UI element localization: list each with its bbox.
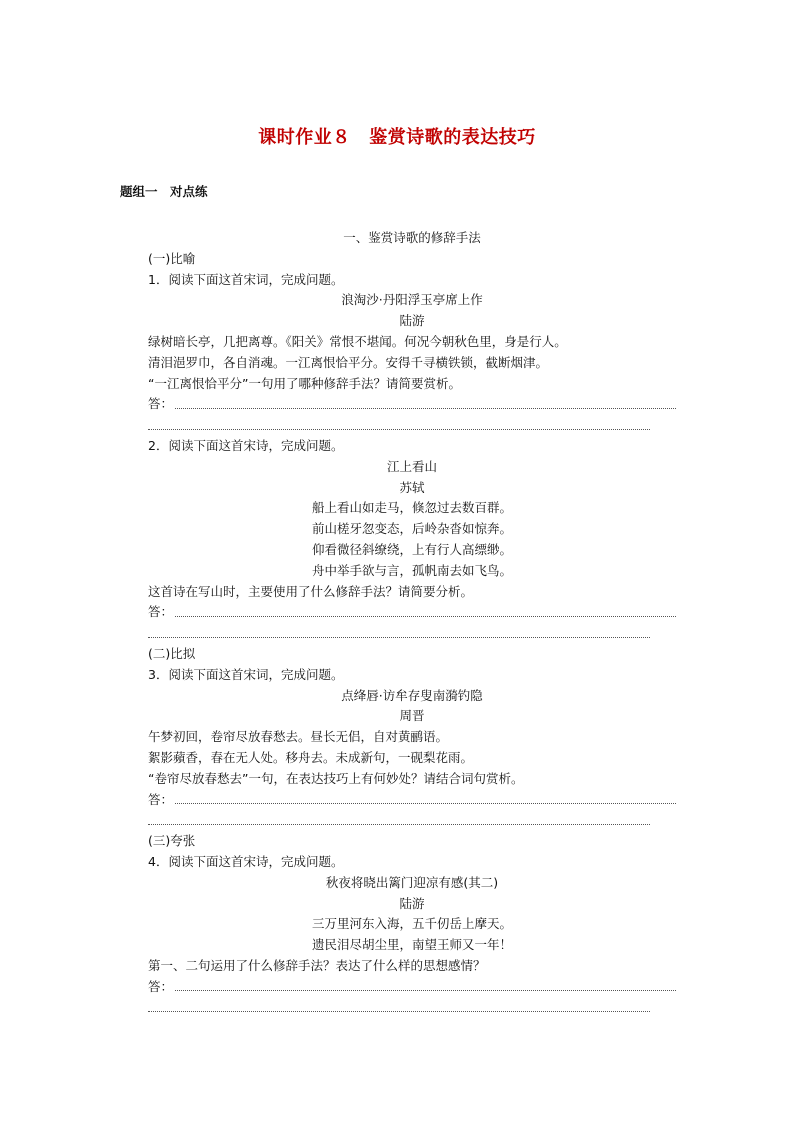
- question-intro: 2．阅读下面这首宋诗，完成问题。: [148, 437, 344, 453]
- answer-field-continuation[interactable]: [148, 997, 676, 1018]
- poem-title: 江上看山: [386, 458, 437, 474]
- question-intro: 4．阅读下面这首宋诗，完成问题。: [148, 853, 344, 869]
- poem-line: 三万里河东入海，五千仞岳上摩天。: [311, 916, 512, 932]
- answer-line: [148, 824, 650, 825]
- answer-field[interactable]: [148, 394, 676, 415]
- answer-label: 答：: [148, 791, 174, 807]
- answer-line: [175, 989, 676, 991]
- answer-line: [148, 429, 650, 430]
- group-label: 题组一 对点练: [120, 184, 208, 199]
- answer-line: [148, 1011, 650, 1012]
- poem-title: 点绛唇·访牟存叟南漪钓隐: [341, 687, 483, 703]
- poem-author: 陆游: [399, 895, 425, 911]
- poem-line: 仰看微径斜缭绕，上有行人高缥缈。: [311, 541, 512, 557]
- answer-label: 答：: [148, 396, 174, 412]
- question-intro: 1．阅读下面这首宋词，完成问题。: [148, 271, 344, 287]
- part-heading: (三)夸张: [148, 833, 196, 849]
- poem-line: 午梦初回，卷帘尽放春愁去。昼长无侣，自对黄鹂语。: [148, 729, 449, 745]
- poem-line: 绿树暗长亭，几把离尊。《阳关》常恨不堪闻。何况今朝秋色里，身是行人。: [148, 333, 567, 349]
- question-prompt: 第一、二句运用了什么修辞手法？表达了什么样的思想感情？: [148, 957, 486, 973]
- question-prompt: “卷帘尽放春愁去”一句，在表达技巧上有何妙处？请结合词句赏析。: [148, 770, 524, 786]
- poem-author: 苏轼: [399, 479, 425, 495]
- question-intro: 3．阅读下面这首宋词，完成问题。: [148, 666, 344, 682]
- poem-line: 絮影蘋香，春在无人处。移舟去。未成新句，一砚梨花雨。: [148, 749, 474, 765]
- answer-field[interactable]: [148, 790, 676, 811]
- part-heading: (二)比拟: [148, 645, 196, 661]
- section-heading: 一、鉴赏诗歌的修辞手法: [343, 230, 481, 245]
- answer-field-continuation[interactable]: [148, 623, 676, 644]
- poem-author: 陆游: [399, 313, 425, 329]
- poem-line: 前山槎牙忽变态，后岭杂沓如惊奔。: [311, 521, 512, 537]
- answer-line: [175, 802, 676, 804]
- poem-line: 船上看山如走马，倏忽过去数百群。: [311, 500, 512, 516]
- poem-title: 秋夜将晓出篱门迎凉有感(其二): [325, 874, 499, 890]
- poem-title: 浪淘沙·丹阳浮玉亭席上作: [341, 292, 483, 308]
- page-title: 课时作业８ 鉴赏诗歌的表达技巧: [258, 127, 536, 148]
- exercise-content: [148, 228, 676, 1018]
- answer-field-continuation[interactable]: [148, 415, 676, 436]
- part-heading: (一)比喻: [148, 250, 196, 266]
- answer-field[interactable]: [148, 977, 676, 998]
- poem-line: 清泪浥罗巾，各自消魂。一江离恨恰平分。安得千寻横铁锁，截断烟津。: [148, 354, 549, 370]
- answer-line: [175, 615, 676, 617]
- answer-field-continuation[interactable]: [148, 810, 676, 831]
- poem-author: 周晋: [399, 708, 425, 724]
- answer-field[interactable]: [148, 602, 676, 623]
- answer-label: 答：: [148, 604, 174, 620]
- question-prompt: 这首诗在写山时，主要使用了什么修辞手法？请简要分析。: [148, 583, 474, 599]
- poem-line: 舟中举手欲与言，孤帆南去如飞鸟。: [311, 562, 512, 578]
- poem-line: 遗民泪尽胡尘里，南望王师又一年！: [311, 937, 512, 953]
- question-prompt: “一江离恨恰平分”一句用了哪种修辞手法？请简要赏析。: [148, 375, 461, 391]
- answer-label: 答：: [148, 978, 174, 994]
- answer-line: [148, 637, 650, 638]
- answer-line: [175, 407, 676, 409]
